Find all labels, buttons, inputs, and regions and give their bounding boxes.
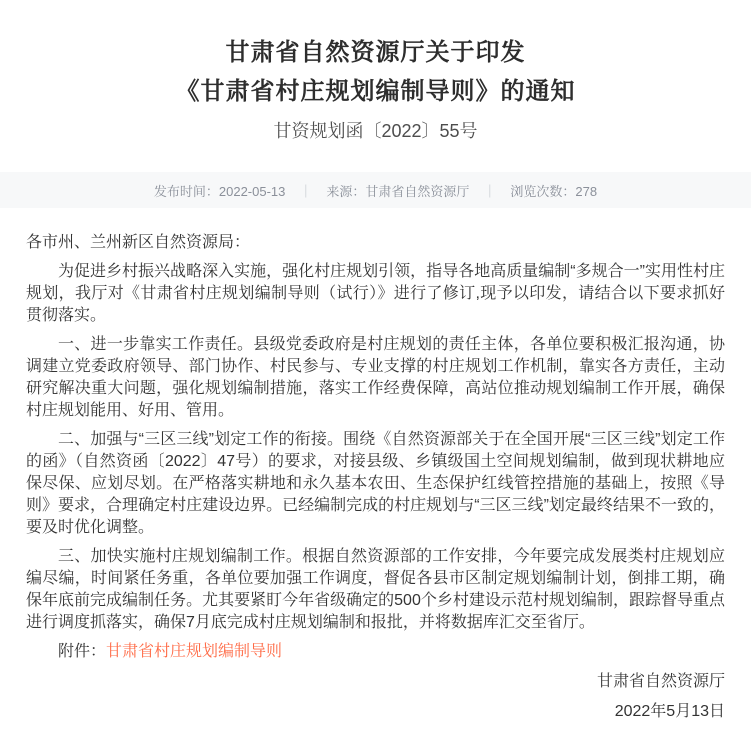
paragraph-item-1: 一、进一步靠实工作责任。县级党委政府是村庄规划的责任主体，各单位要积极汇报沟通，协调建立党委政府领导、部门协作、村民参与、专业支撑的村庄规划工作机制，靠实各方责任，主动研究解决重大问题，强化规划编制措施，落实工作经费保障，高站位推动规划编制工作开展，确保村庄规划能用、好用、管用。 [26,336,725,419]
attachment-link[interactable]: 甘肃省村庄规划编制导则 [106,643,283,660]
document-number: 甘资规划函〔2022〕55号 [273,121,478,141]
paragraph-item-2: 二、加强与“三区三线”划定工作的衔接。围绕《自然资源部关于在全国开展“三区三线”划定工作的函》（自然资函〔2022〕47号）的要求，对接县级、乡镇级国土空间规划编制，做到现状耕地应保尽保、应划尽划。在严格落实耕地和永久基本农田、生态保护红线管控措施的基础上，按照《导则》要求，合理确定村庄建设边界。已经编制完成的村庄规划与“三区三线”划定最终结果不一致的，要及时优化调整。 [26,431,725,536]
page-title-line1: 甘肃省自然资源厅关于印发 [225,39,526,66]
page-title [20,33,731,111]
page-title-line2: 《甘肃省村庄规划编制导则》的通知 [175,78,576,105]
attachment-label: 附件： [58,643,107,660]
paragraph-intro: 为促进乡村振兴战略深入实施，强化村庄规划引领，指导各地高质量编制“多规合一”实用性村庄规划，我厅对《甘肃省村庄规划编制导则（试行）》进行了修订,现予以印发，请结合以下要求抓好贯彻落实。 [26,263,725,324]
meta-bar [0,172,751,208]
signature-date: 2022年5月13日 [614,703,725,720]
notice-body [0,208,751,723]
signature-block [26,671,725,723]
signature-organization: 甘肃省自然资源厅 [596,673,725,690]
salutation: 各市州、兰州新区自然资源局： [26,234,251,251]
notice-header [0,33,751,144]
view-count: 浏览次数：278 [510,183,598,199]
publish-time: 发布时间：2022-05-13 [153,183,286,199]
source: 来源：甘肃省自然资源厅 [326,183,470,199]
meta-separator: ｜ [299,183,313,199]
meta-separator: ｜ [483,183,497,199]
attachment-line [26,641,725,663]
paragraph-item-3: 三、加快实施村庄规划编制工作。根据自然资源部的工作安排，今年要完成发展类村庄规划应编尽编，时间紧任务重，各单位要加强工作调度，督促各县市区制定规划编制计划，倒排工期，确保年底前完成编制任务。尤其要紧盯今年省级确定的500个乡村建设示范村规划编制，跟踪督导重点进行调度抓落实，确保7月底完成村庄规划编制和报批，并将数据库汇交至省厅。 [26,548,725,631]
